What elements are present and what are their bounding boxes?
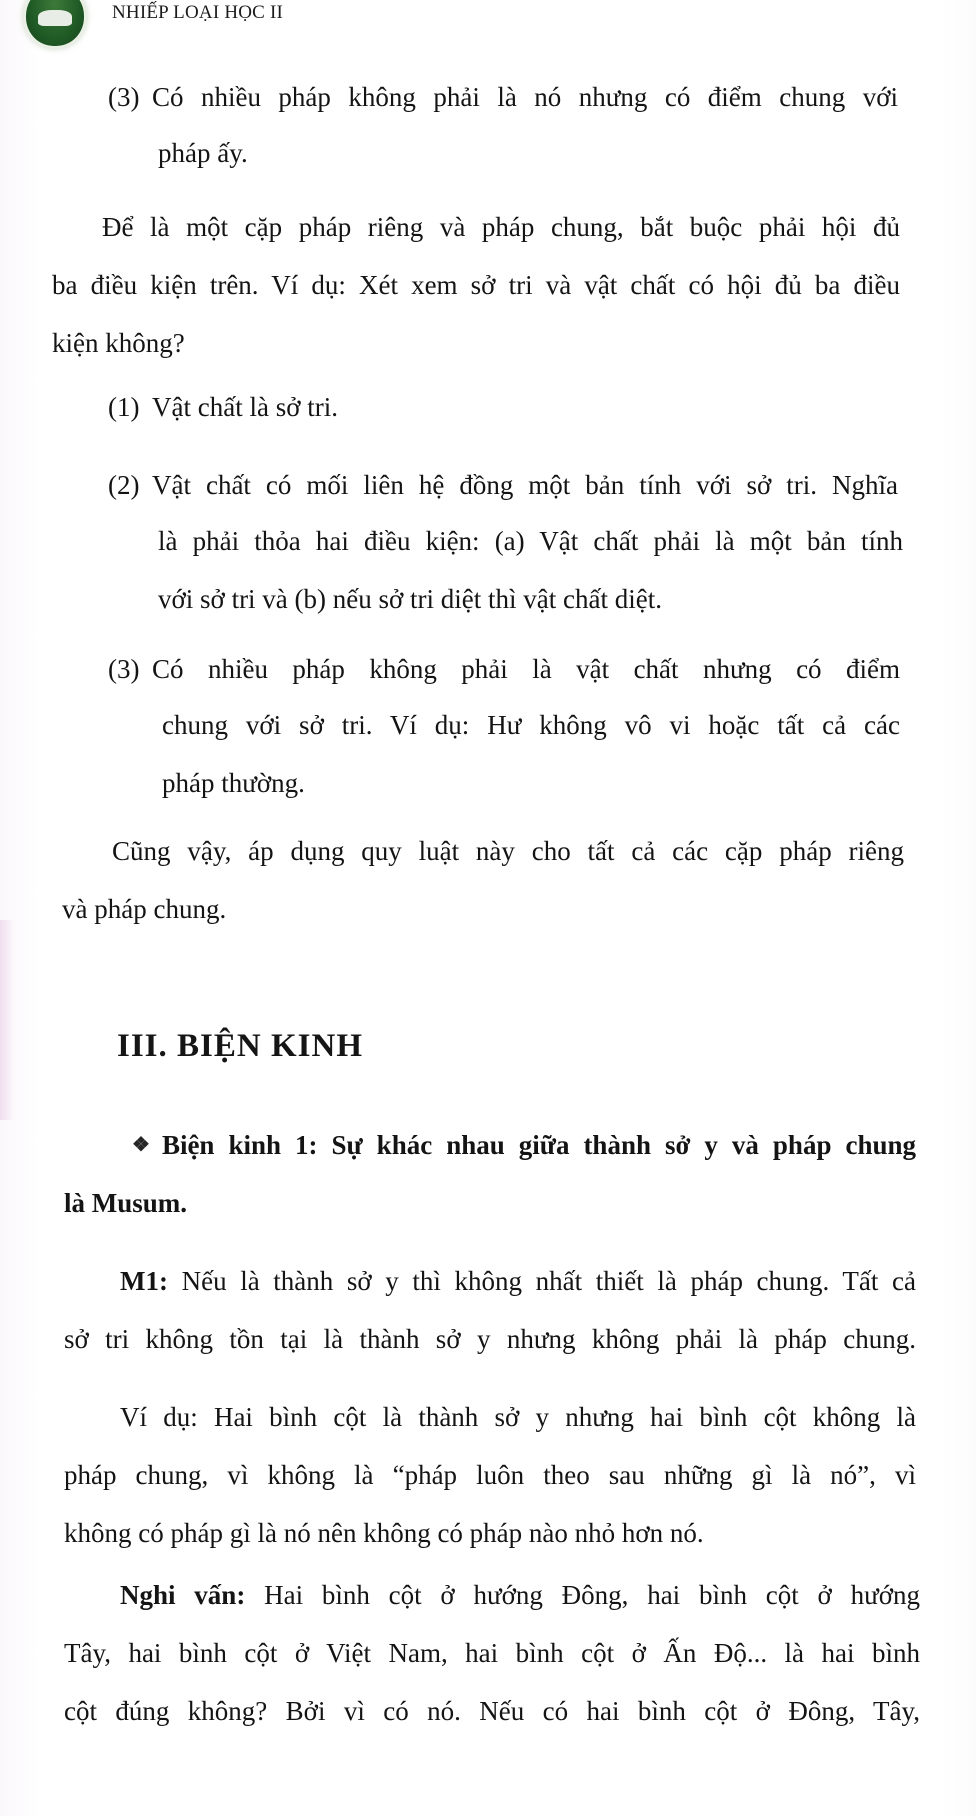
page-edge-shadow [0,920,14,1120]
paragraph-conditions [52,198,900,372]
paragraph-m1 [64,1252,916,1368]
list-item-line: chung với sở tri. Ví dụ: Hư không vô vi hoặc tất cả các [162,710,900,740]
list-item-text: Vật chất có mối liên hệ đồng một bản tính với sở tri. Nghĩa [152,470,898,500]
section-heading: III. BIỆN KINH [117,1028,363,1064]
list-item-line: là phải thỏa hai điều kiện: (a) Vật chất phải là một bản tính [158,526,903,556]
list-item-text: Có nhiều pháp không phải là nó nhưng có điểm chung với [152,82,898,112]
running-title: NHIẾP LOẠI HỌC II [112,2,284,23]
list-item-line: pháp ấy. [158,138,248,168]
example-list-item-1 [108,378,898,436]
paragraph-line: ba điều kiện trên. Ví dụ: Xét xem sở tri và vật chất có hội đủ ba điều [52,270,900,300]
logo-emblem-book [38,10,72,26]
paragraph-line: cột đúng không? Bởi vì có nó. Nếu có hai bình cột ở Đông, Tây, [64,1696,920,1726]
paragraph-question [64,1566,920,1740]
list-item-line: với sở tri và (b) nếu sở tri diệt thì vật chất diệt. [158,584,662,614]
list-item-3-top [108,68,898,126]
m1-label: M1: [120,1266,168,1296]
list-item-3-top-cont [158,124,898,182]
example-list-item-3-cont [162,696,900,812]
question-label: Nghi vấn: [120,1580,246,1610]
paragraph-line: Tây, hai bình cột ở Việt Nam, hai bình cột ở Ấn Độ... là hai bình [64,1638,920,1668]
debate-1-heading [64,1116,916,1232]
university-seal-logo [26,0,84,46]
example-list-item-3 [108,640,900,698]
list-item-text: Vật chất là sở tri. [152,392,338,422]
list-item-line [108,640,900,698]
list-number: (2) [108,470,140,500]
list-item-text: Có nhiều pháp không phải là vật chất nhưng có điểm [152,654,900,684]
paragraph-line: và pháp chung. [62,894,227,924]
paragraph-line: kiện không? [52,328,185,358]
list-number: (3) [108,82,140,112]
paragraph-line: Để là một cặp pháp riêng và pháp chung, bắt buộc phải hội đủ [102,212,900,242]
paragraph-example [64,1388,916,1562]
paragraph-line: sở tri không tồn tại là thành sở y nhưng không phải là pháp chung. [64,1324,916,1354]
paragraph-text: Hai bình cột ở hướng Đông, hai bình cột ở hướng [245,1580,920,1610]
list-item-line: pháp thường. [162,768,305,798]
list-item-line [108,68,898,126]
paragraph-line [64,1252,916,1310]
list-number: (1) [108,392,140,422]
paragraph-line [64,1566,920,1624]
paragraph-line: không có pháp gì là nó nên không có pháp nào nhỏ hơn nó. [64,1518,704,1548]
example-list-item-2 [108,456,898,514]
list-item-line [108,456,898,514]
list-number: (3) [108,654,140,684]
example-list-item-2-cont [158,512,903,628]
paragraph-line: pháp chung, vì không là “pháp luôn theo sau những gì là nó”, vì [64,1460,916,1490]
diamond-bullet-icon: ❖ [132,1134,150,1156]
debate-heading-line: là Musum. [64,1188,188,1218]
paragraph-line: Cũng vậy, áp dụng quy luật này cho tất cả các cặp pháp riêng [112,836,904,866]
debate-heading-line [64,1116,916,1174]
paragraph-text: Nếu là thành sở y thì không nhất thiết là pháp chung. Tất cả [167,1266,916,1296]
page-header [0,0,976,48]
paragraph-similarly [62,822,904,938]
paragraph-line: Ví dụ: Hai bình cột là thành sở y nhưng hai bình cột không là [120,1402,916,1432]
list-item-line [108,378,898,436]
debate-heading-text: Biện kinh 1: Sự khác nhau giữa thành sở y và pháp chung [161,1130,916,1160]
